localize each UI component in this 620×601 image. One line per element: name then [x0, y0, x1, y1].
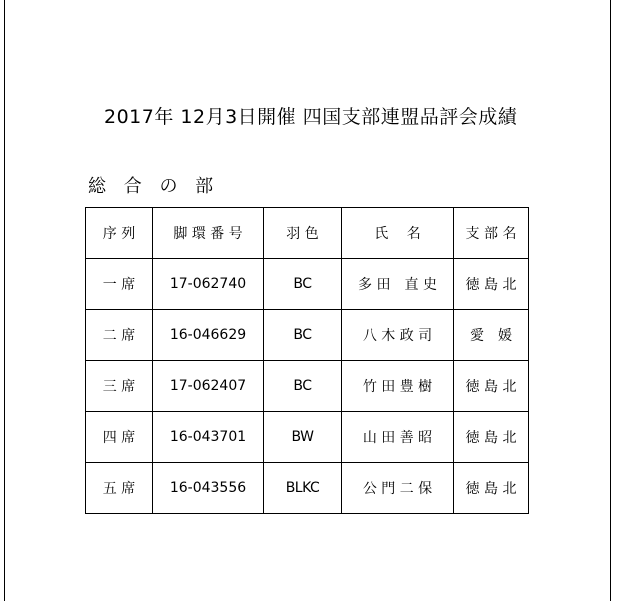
cell-branch: 徳 島 北 [454, 463, 529, 514]
cell-ring-number: 17-062407 [153, 361, 264, 412]
table-row [86, 310, 529, 361]
cell-color: BC [264, 259, 342, 310]
cell-ring-number: 16-043701 [153, 412, 264, 463]
header-color: 羽 色 [264, 208, 342, 259]
cell-color: BC [264, 361, 342, 412]
cell-branch: 愛 媛 [454, 310, 529, 361]
cell-branch: 徳 島 北 [454, 259, 529, 310]
results-table [85, 207, 529, 514]
section-heading: 総 合 の 部 [88, 176, 220, 197]
table-row [86, 259, 529, 310]
page-left-edge [4, 0, 5, 601]
document-title: 2017年 12月3日開催 四国支部連盟品評会成績 [104, 106, 518, 128]
header-ring-number: 脚 環 番 号 [153, 208, 264, 259]
cell-name: 八 木 政 司 [342, 310, 454, 361]
header-branch: 支 部 名 [454, 208, 529, 259]
cell-branch: 徳 島 北 [454, 412, 529, 463]
header-name: 氏 名 [342, 208, 454, 259]
table-row [86, 463, 529, 514]
table-header-row [86, 208, 529, 259]
cell-name: 多 田 直 史 [342, 259, 454, 310]
cell-color: BC [264, 310, 342, 361]
cell-ring-number: 16-046629 [153, 310, 264, 361]
cell-rank: 五 席 [86, 463, 153, 514]
cell-rank: 二 席 [86, 310, 153, 361]
cell-rank: 三 席 [86, 361, 153, 412]
cell-ring-number: 16-043556 [153, 463, 264, 514]
cell-branch: 徳 島 北 [454, 361, 529, 412]
table-row [86, 412, 529, 463]
cell-color: BW [264, 412, 342, 463]
cell-rank: 四 席 [86, 412, 153, 463]
cell-color: BLKC [264, 463, 342, 514]
cell-rank: 一 席 [86, 259, 153, 310]
page-right-edge [610, 0, 611, 601]
table-row [86, 361, 529, 412]
cell-name: 山 田 善 昭 [342, 412, 454, 463]
cell-ring-number: 17-062740 [153, 259, 264, 310]
cell-name: 竹 田 豊 樹 [342, 361, 454, 412]
header-rank: 序 列 [86, 208, 153, 259]
cell-name: 公 門 二 保 [342, 463, 454, 514]
